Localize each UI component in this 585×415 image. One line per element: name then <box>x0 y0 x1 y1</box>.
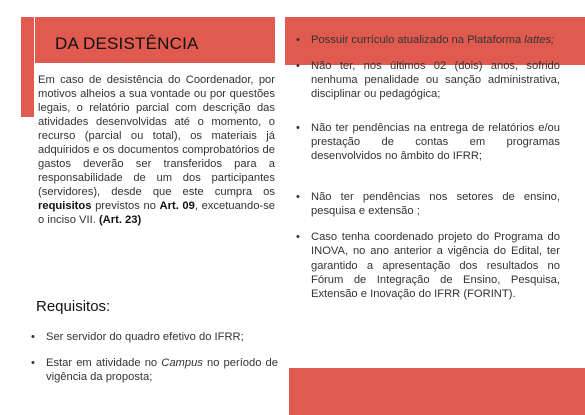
list-item: • Possuir currículo atualizado na Plataforma lattes; <box>293 33 560 47</box>
article-23-ref: (Art. 23) <box>98 214 142 227</box>
section-title: DA DESISTÊNCIA <box>55 34 199 53</box>
list-item: • Não ter pendências nos setores de ensino, pesquisa e extensão ; <box>293 190 560 218</box>
right-bottom-accent-bar <box>289 368 585 415</box>
list-item: • Estar em atividade no Campus no período de vigência da proposta; <box>28 356 278 384</box>
list-item: • Caso tenha coordenado projeto do Programa do INOVA, no ano anterior a vigência do Edital, ter garantido a apresentação dos resultados no Fórum de Integração de Ensino, Pesquisa, Extensão e Inovação do IFRR (FORINT). <box>293 230 560 300</box>
desistencia-paragraph: Em caso de desistência do Coordenador, por motivos alheios a sua vontade ou por questões legais, o relatório parcial com descrição das atividades desenvolvidas até o momento, o recurso (parcial ou total), os materiais já adquiridos e os documentos comprobatórios de gastos deverão ser transferidos para a responsabilidade de um dos participantes (servidores), desde que este cumpra os requisitos previstos no Art. 09, excetuando-se o inciso VII. (Art. 23) <box>38 74 276 227</box>
article-ref: Art. 09 <box>159 200 195 213</box>
requisitos-heading: Requisitos: <box>36 298 111 315</box>
list-item: • Não ter, nos últimos 02 (dois) anos, sofrido nenhuma penalidade ou sanção administrativa, disciplinar ou pedagógica; <box>293 59 560 101</box>
requisitos-list-continued <box>293 33 560 301</box>
requisitos-ref: requisitos <box>38 200 92 213</box>
requisitos-list <box>28 330 278 396</box>
left-accent-bar <box>21 17 34 117</box>
list-item: • Ser servidor do quadro efetivo do IFRR; <box>28 330 278 344</box>
list-item: • Não ter pendências na entrega de relatórios e/ou prestação de contas em programas desenvolvidos no âmbito do IFRR; <box>293 121 560 163</box>
